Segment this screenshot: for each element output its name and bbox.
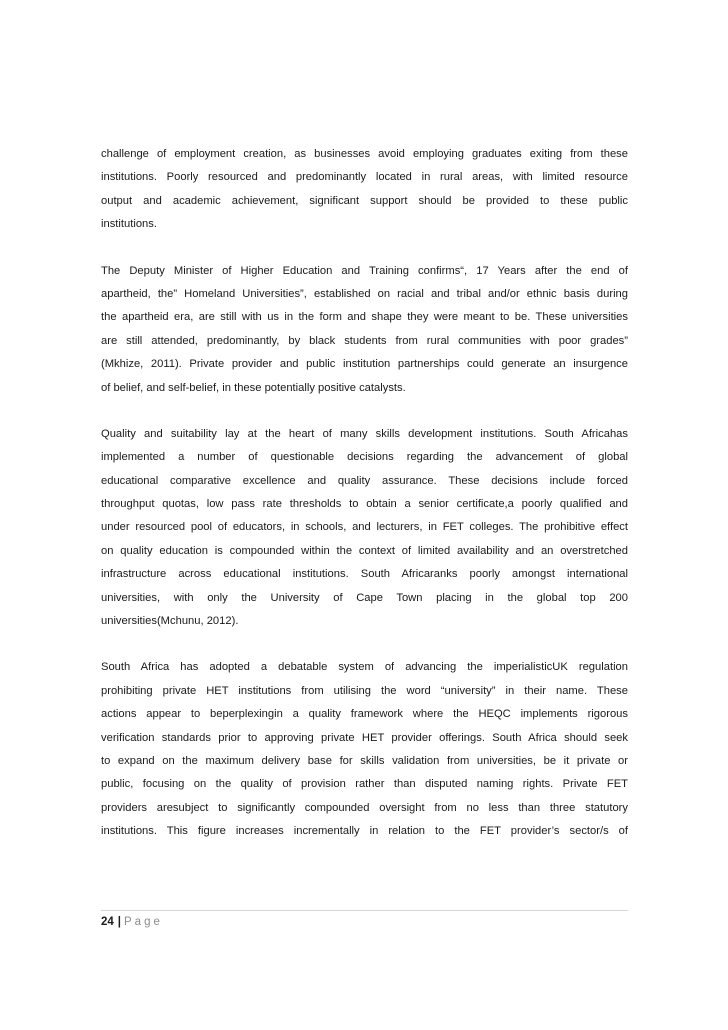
text-line: output and academic achievement, significant support should be provided to these public bbox=[101, 194, 628, 207]
page-label: Page bbox=[124, 916, 163, 928]
text-line: on quality education is compounded within the context of limited availability and an overstretched bbox=[101, 544, 628, 557]
text-line: implemented a number of questionable decisions regarding the advancement of global bbox=[101, 451, 628, 464]
text-line: are still attended, predominantly, by black students from rural communities with poor grades” bbox=[101, 334, 628, 347]
text-line: to expand on the maximum delivery base for skills validation from universities, be it private or bbox=[101, 754, 628, 767]
paragraph-2 bbox=[101, 260, 628, 400]
text-line: verification standards prior to approving private HET provider offerings. South Africa should seek bbox=[101, 731, 628, 744]
text-line: institutions. Poorly resourced and predominantly located in rural areas, with limited resource bbox=[101, 171, 628, 184]
text-line: The Deputy Minister of Higher Education and Training confirms“, 17 Years after the end of bbox=[101, 264, 628, 277]
text-line: universities, with only the University of Cape Town placing in the global top 200 bbox=[101, 591, 628, 604]
text-line: institutions. This figure increases incrementally in relation to the FET provider’s sector/s of bbox=[101, 825, 628, 838]
text-line: institutions. bbox=[101, 218, 157, 231]
paragraph-4 bbox=[101, 656, 628, 843]
footer-divider bbox=[101, 910, 628, 911]
text-line: public, focusing on the quality of provision rather than disputed naming rights. Private FET bbox=[101, 778, 628, 791]
text-line: under resourced pool of educators, in schools, and lecturers, in FET colleges. The prohibitive effect bbox=[101, 521, 628, 534]
body-text bbox=[101, 143, 628, 867]
text-line: of belief, and self-belief, in these potentially positive catalysts. bbox=[101, 381, 406, 394]
text-line: the apartheid era, are still with us in the form and shape they were meant to be. These universities bbox=[101, 311, 628, 324]
text-line: prohibiting private HET institutions from utilising the word “university” in their name. These bbox=[101, 684, 628, 697]
text-line: infrastructure across educational institutions. South Africaranks poorly amongst international bbox=[101, 568, 628, 581]
page-number: 24 bbox=[101, 916, 114, 928]
text-line: universities(Mchunu, 2012). bbox=[101, 615, 239, 628]
text-line: South Africa has adopted a debatable system of advancing the imperialisticUK regulation bbox=[101, 661, 628, 674]
text-line: throughput quotas, low pass rate thresholds to obtain a senior certificate,a poorly qualified and bbox=[101, 498, 628, 511]
text-line: Quality and suitability lay at the heart of many skills development institutions. South Africahas bbox=[101, 427, 628, 440]
text-line: apartheid, the” Homeland Universities”, established on racial and tribal and/or ethnic basis during bbox=[101, 287, 628, 300]
page-footer bbox=[101, 914, 163, 930]
text-line: actions appear to beperplexingin a quality framework where the HEQC implements rigorous bbox=[101, 708, 628, 721]
text-line: providers aresubject to significantly compounded oversight from no less than three statutory bbox=[101, 801, 628, 814]
text-line: (Mkhize, 2011). Private provider and public institution partnerships could generate an insurgence bbox=[101, 358, 628, 371]
text-line: challenge of employment creation, as businesses avoid employing graduates exiting from these bbox=[101, 148, 628, 160]
text-line: educational comparative excellence and quality assurance. These decisions include forced bbox=[101, 474, 628, 487]
footer-separator: | bbox=[117, 916, 122, 928]
paragraph-1 bbox=[101, 143, 628, 237]
paragraph-3 bbox=[101, 423, 628, 634]
